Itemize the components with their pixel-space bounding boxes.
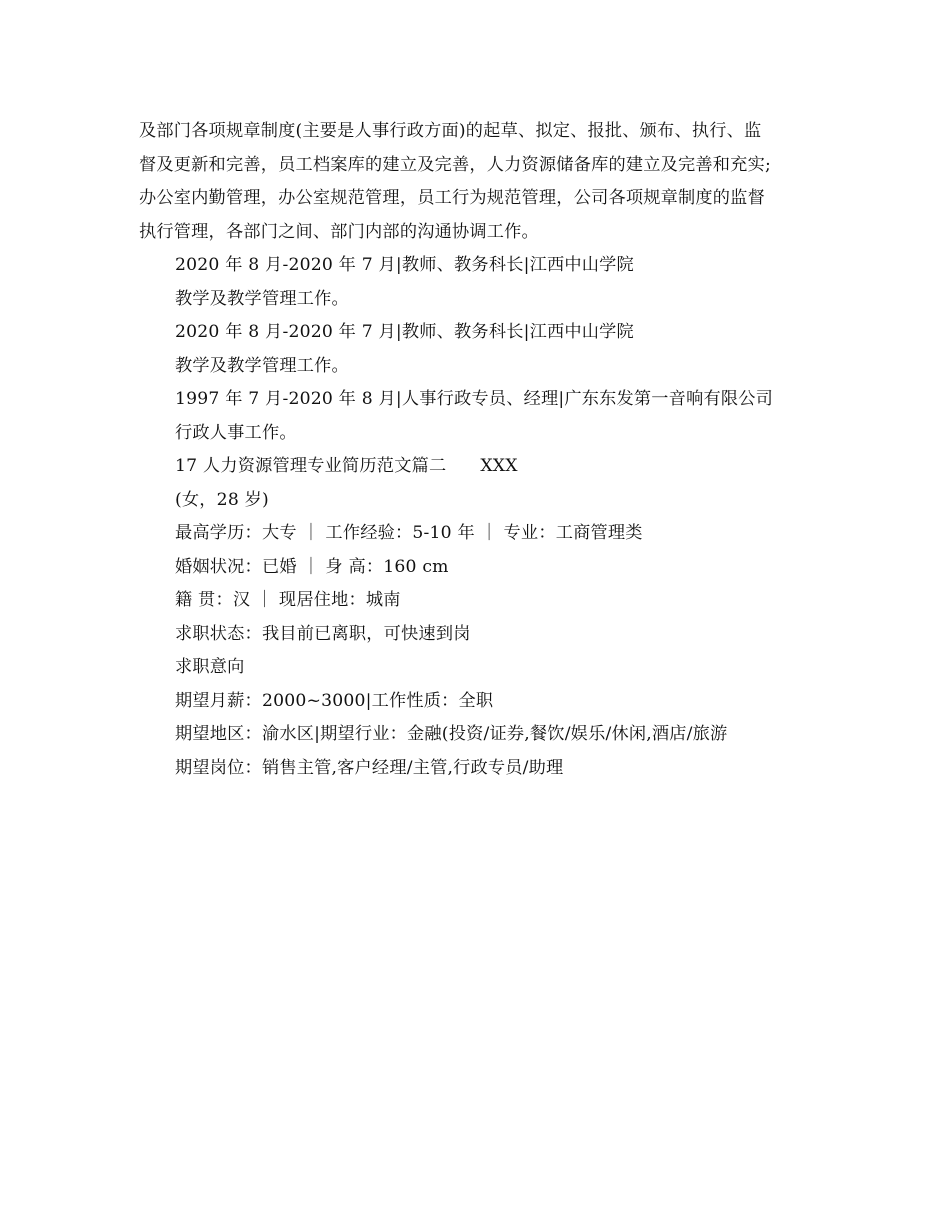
intention-title: 求职意向 [175, 657, 245, 677]
education-info: 最高学历：大专 ｜ 工作经验：5-10 年 ｜ 专业：工商管理类 [175, 523, 643, 543]
experience-description: 教学及教学管理工作。 [175, 288, 349, 309]
resume-text [139, 115, 829, 785]
gender-age: (女，28 岁) [175, 489, 269, 510]
candidate-name: XXX [480, 456, 518, 476]
experience-description: 行政人事工作。 [175, 422, 297, 443]
paragraph-line: 督及更新和完善，员工档案库的建立及完善，人力资源储备库的建立及完善和充实; [139, 154, 771, 175]
section-heading [139, 450, 829, 484]
marriage-info: 婚姻状况：已婚 ｜ 身 高：160 cm [175, 556, 449, 577]
experience-description: 教学及教学管理工作。 [175, 355, 349, 376]
salary-info: 期望月薪：2000~3000|工作性质：全职 [175, 690, 494, 711]
position-info: 期望岗位：销售主管,客户经理/主管,行政专员/助理 [175, 757, 564, 778]
paragraph-line: 及部门各项规章制度(主要是人事行政方面)的起草、拟定、报批、颁布、执行、监 [139, 121, 762, 141]
paragraph-line: 执行管理，各部门之间、部门内部的沟通协调工作。 [139, 221, 539, 242]
section-title: 17 人力资源管理专业简历范文篇二 [175, 456, 447, 476]
origin-info: 籍 贯：汉 ｜ 现居住地：城南 [175, 590, 401, 610]
experience-period: 1997 年 7 月-2020 年 8 月|人事行政专员、经理|广东东发第一音响有限公司 [175, 389, 774, 409]
experience-period: 2020 年 8 月-2020 年 7 月|教师、教务科长|江西中山学院 [175, 322, 634, 342]
region-info: 期望地区：渝水区|期望行业：金融(投资/证券,餐饮/娱乐/休闲,酒店/旅游 [175, 724, 728, 744]
paragraph-line: 办公室内勤管理，办公室规范管理，员工行为规范管理，公司各项规章制度的监督 [139, 188, 765, 208]
job-status: 求职状态：我目前已离职，可快速到岗 [175, 623, 471, 644]
experience-period: 2020 年 8 月-2020 年 7 月|教师、教务科长|江西中山学院 [175, 255, 634, 275]
